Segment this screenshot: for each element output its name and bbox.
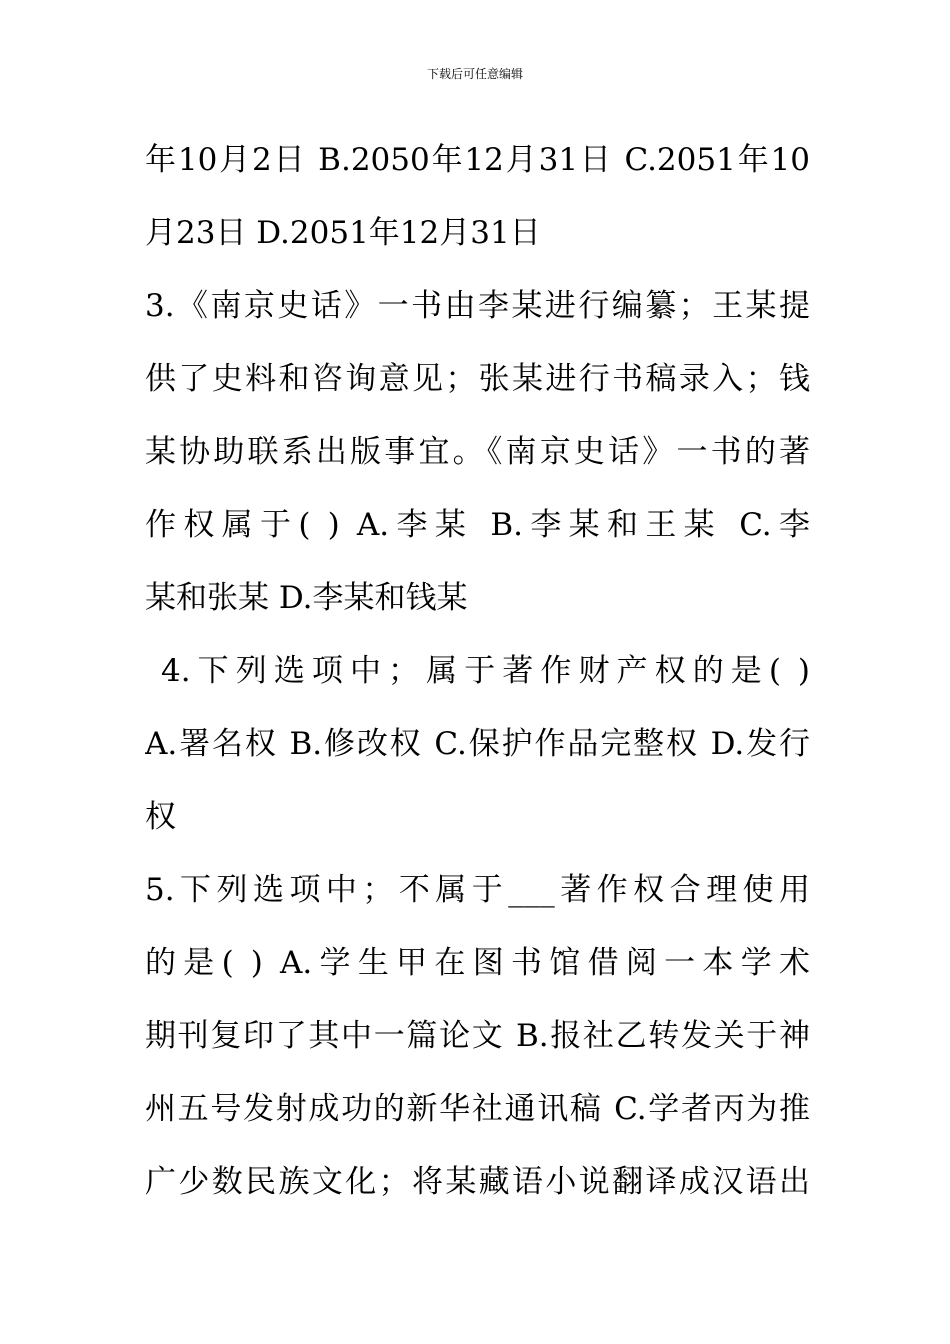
text-line: 州五号发射成功的新华社通讯稿 C.学者丙为推 [145, 1091, 810, 1127]
text-line: 权 [145, 799, 176, 835]
text-line: 5.下列选项中；不属于___著作权合理使用 [145, 872, 810, 908]
text-line: 某协助联系出版事宜。《南京史话》一书的著 [145, 434, 810, 470]
text-line: 某和张某 D.李某和钱某 [145, 580, 468, 616]
page-header: 下载后可任意编辑 [426, 67, 523, 81]
text-line: 的是( ) A.学生甲在图书馆借阅一本学术 [145, 945, 810, 981]
text-line: 4.下列选项中；属于著作财产权的是( ) [161, 653, 810, 689]
text-line: 期刊复印了其中一篇论文 B.报社乙转发关于神 [145, 1018, 810, 1054]
text-line: 广少数民族文化；将某藏语小说翻译成汉语出 [145, 1164, 810, 1200]
text-line: A.署名权 B.修改权 C.保护作品完整权 D.发行 [145, 726, 810, 762]
text-line: 作权属于( ) A.李某 B.李某和王某 C.李 [145, 507, 810, 543]
document-body [145, 124, 810, 1219]
text-line: 3.《南京史话》一书由李某进行编纂；王某提 [145, 288, 810, 324]
text-line: 年10月2日 B.2050年12月31日 C.2051年10 [145, 142, 810, 178]
text-line: 月23日 D.2051年12月31日 [145, 215, 541, 251]
text-line: 供了史料和咨询意见；张某进行书稿录入；钱 [145, 361, 810, 397]
